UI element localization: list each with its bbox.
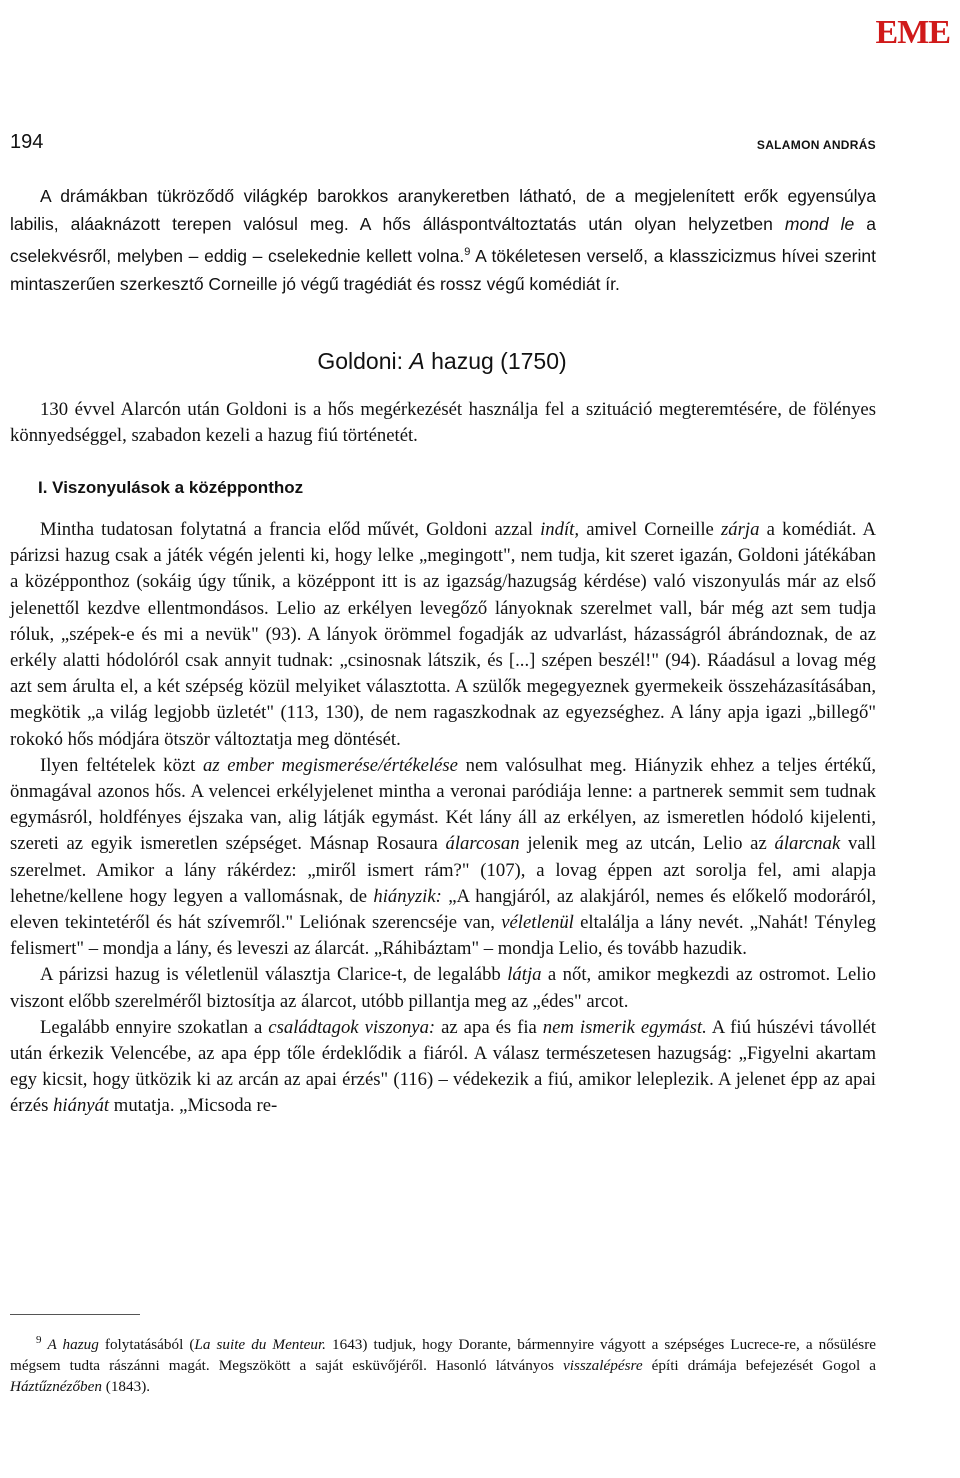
paragraph: Mintha tudatosan folytatná a francia előd művét, Goldoni azzal indít, amivel Corneille zárja a komédiát. A párizsi hazug csak a játék végén jelenti ki, hogy lelke „megingott", nem tudja, kit szeret igazán, Goldoni játékában a középponthoz (sokáig úgy tűnik, a középpont itt is az igazság/hazugság kérdése) való viszonyulás már az első jelenettől kezdve ellentmondásos. Lelio az erkélyen levegőző lányoknak szerelmet vall, bár még azt sem tudja róluk, „szépek-e és mi a nevük" (93). A lányok örömmel fogadják az udvarlást, házasságról ábrándoznak, de az erkély alatti hódolóról csak annyit tudnak: „csinosnak látszik, és [...] szépen beszél!" (94). Ráadásul a lovag még azt sem árulta el, a két szépség közül melyiket választotta. A szülők megegyeznek gyermekeik összeházasításában, megkötik „a világ legjobb üzletét" (113, 130), de nem ragaszkodnak az egyezséghez. A lány apja igazi „billegő" rokokó hős módjára ötször változtatja meg döntését.: [10, 519, 877, 750]
page-number: 194: [10, 131, 44, 153]
footnote-divider: [10, 1314, 140, 1315]
italic-text: mond le: [784, 214, 855, 234]
paragraph: Legalább ennyire szokatlan a családtagok viszonya: az apa és fia nem ismerik egymást. A fiú húszévi távollét után érkezik Velencébe, az apa épp tőle érdeklődik a fiáról. A válasz természetesen hazugság: „Figyelni akartam egy kicsit, hogy ütközik ki az arcán az apai érzés" (116) – védekezik a fiú, amikor leleplezik. A jelenet épp az apai érzés hiányát mutatja. „Micsoda re-: [10, 1016, 876, 1117]
footnote-ref[interactable]: 9: [464, 246, 471, 258]
section-intro-paragraph: 130 évvel Alarcón után Goldoni is a hős megérkezését használja fel a szituáció megteremtésére, de fölényes könnyedséggel, szabadon kezeli a hazug fiú történetét.: [10, 399, 876, 447]
subsection-heading: I. Viszonyulások a középponthoz: [38, 478, 304, 497]
publisher-logo: EME: [875, 14, 950, 51]
paragraph: Ilyen feltételek közt az ember megismerése/értékelése nem valósulhat meg. Hiányzik ehhez a teljes értékű, önmagával azonos hős. A velencei erkélyjelenet mintha a veronai paródiája lenne: a partnerek semmit sem tudnak egymásról, holdfényes éjszaka van, alig látják egymást. Két lány áll az erkélyen, az ismeretlen hódoló kijelenti, szereti az egyik ismeretlen szépséget. Másnap Rosaura álarcosan jelenik meg az utcán, Lelio az álarcnak vall szerelmet. Amikor a lány rákérdez: „miről ismert rám?" (107), a lovag éppen azt sorolja fel, ami alapja lehetne/kellene hogy legyen a vallomásnak, de hiányzik: „A hangjáról, az alakjáról, nemes és előkelő modoráról, eleven tekintetéről és hát szívemről." Leliónak szerencséje van, véletlenül eltalálja a lány nevét. „Nahát! Tényleg felismert" – mondja a lány, és leveszi az álarcát. „Ráhibáztam" – mondja Lelio, és tovább hazudik.: [10, 754, 877, 960]
text: A drámákban tükröződő világkép barokkos aranykeretben látható, de a megjelenített erők egyensúlya labilis, aláaknázott terepen valósul meg. A hős álláspontváltoztatás után olyan helyzetben: [10, 186, 876, 234]
section-title: Goldoni: A hazug (1750): [317, 348, 567, 374]
footnote: $^9$ A hazug folytatásából (La suite du Menteur. 1643) tudjuk, hogy Dorante, bármennyire vágyott a szépséges Lucrece-re, a nősülésre mégsem tudta rászánni magát. Megszökött a saját esküvőjéről. Hasonló látványos visszalépésre építi drámája befejezését Gogol a Háztűznézőben (1843).: [10, 1334, 877, 1396]
text: a cselekvésről, melyben – eddig – cselekednie kellett volna.: [10, 214, 876, 266]
intro-paragraph: [10, 182, 876, 298]
text: A tökéletesen verselő, a klasszicizmus hívei szerint mintaszerűen szerkesztő Corneille jó végű tragédiát és rossz végű komédiát ír.: [10, 245, 876, 294]
footnote-number: 9: [36, 1334, 42, 1346]
paragraph: A párizsi hazug is véletlenül választja Clarice-t, de legalább látja a nőt, amikor megkezdi az ostromot. Lelio viszont előbb szerelméről biztosítja az álarcot, utóbb pillantja meg az „édes" arcot.: [10, 964, 877, 1012]
running-head-author: SALAMON ANDRÁS: [756, 138, 876, 152]
main-text: [10, 517, 876, 1120]
